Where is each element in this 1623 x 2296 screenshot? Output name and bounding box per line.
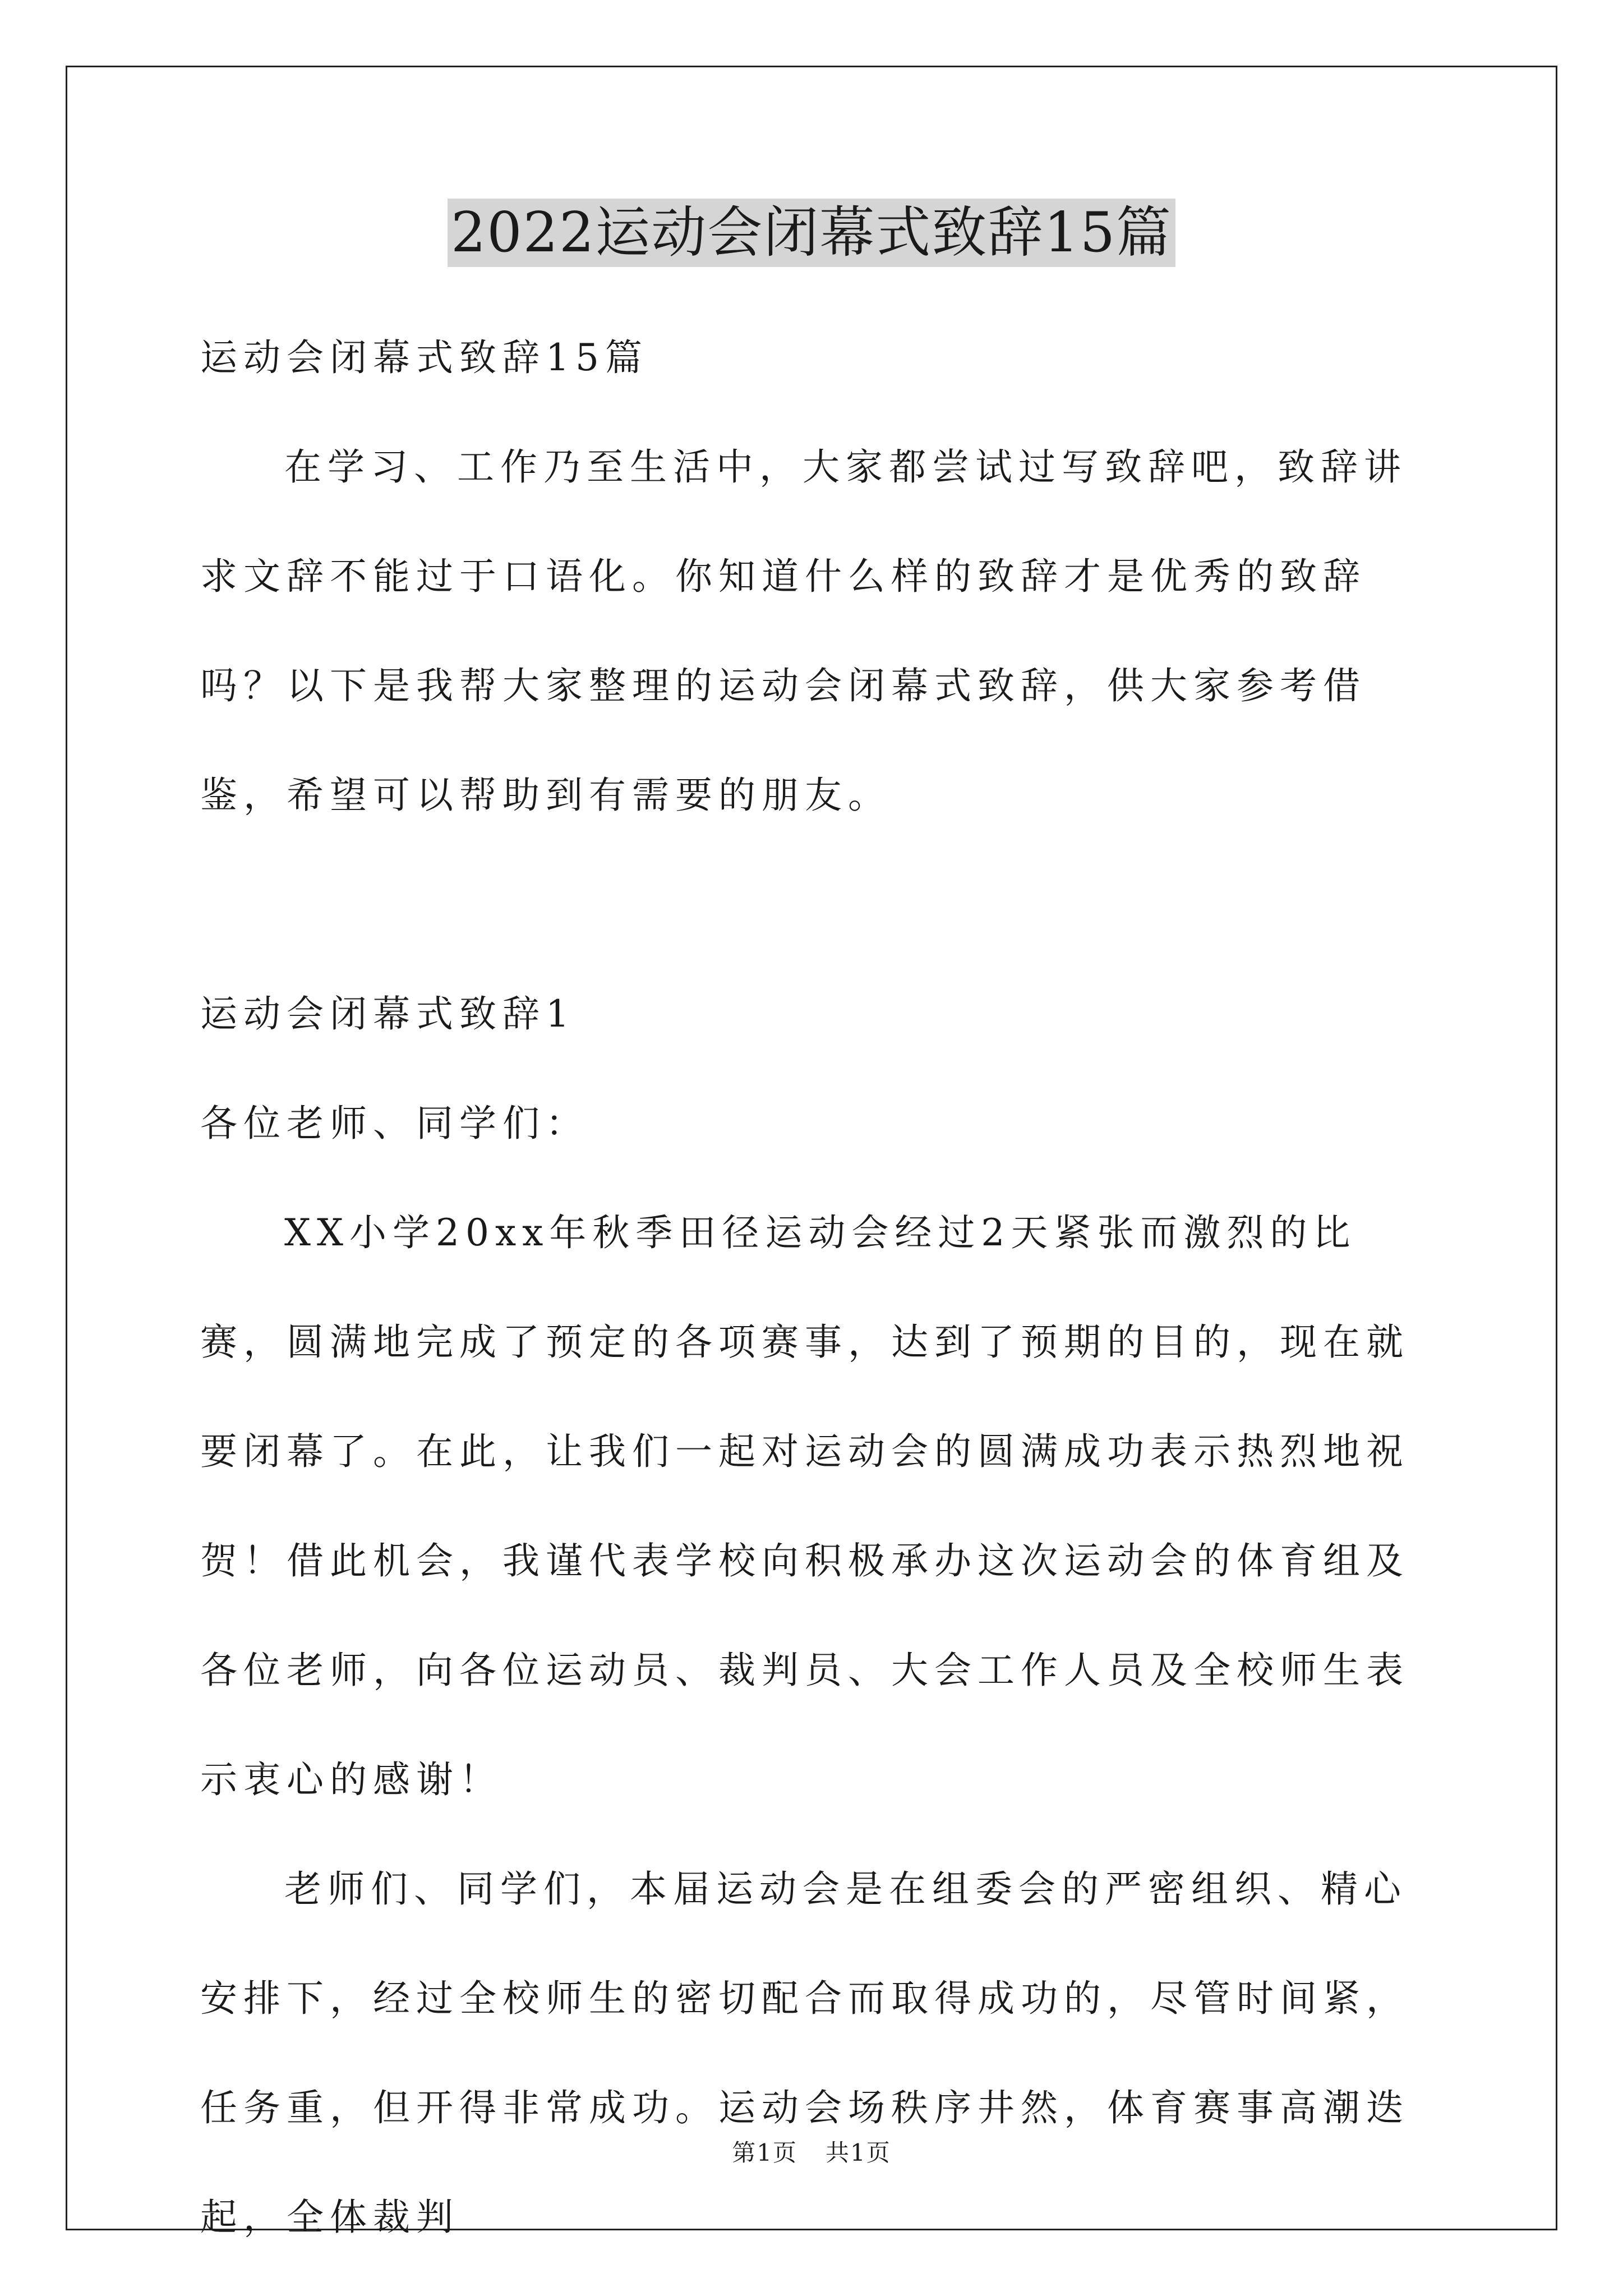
salutation: 各位老师、同学们： [200,1102,589,1145]
document-body [200,303,1434,2272]
intro-paragraph: 在学习、工作乃至生活中，大家都尝试过写致辞吧，致辞讲求文辞不能过于口语化。你知道什么样的致辞才是优秀的致辞吗？以下是我帮大家整理的运动会闭幕式致辞，供大家参考借鉴，希望可以帮助到有需要的朋友。 [200,445,1407,817]
document-title-text: 2022运动会闭幕式致辞15篇 [448,199,1175,267]
body-paragraph-2: 老师们、同学们，本届运动会是在组委会的严密组织、精心安排下，经过全校师生的密切配合而取得成功的，尽管时间紧，任务重，但开得非常成功。运动会场秩序井然，体育赛事高潮迭起，全体裁判 [200,1867,1409,2239]
page-footer [0,2136,1623,2170]
document-subtitle: 运动会闭幕式致辞15篇 [200,336,648,379]
document-title [0,196,1623,269]
page-number-current: 第1页 [732,2139,797,2166]
body-paragraph-1: XX小学20xx年秋季田径运动会经过2天紧张而激烈的比赛，圆满地完成了预定的各项赛事，达到了预期的目的，现在就要闭幕了。在此，让我们一起对运动会的圆满成功表示热烈地祝贺！借此机会，我谨代表学校向积极承办这次运动会的体育组及各位老师，向各位运动员、裁判员、大会工作人员及全校师生表示衷心的感谢！ [200,1211,1409,1801]
section-heading: 运动会闭幕式致辞1 [200,992,575,1036]
page-number-total: 共1页 [826,2139,891,2166]
